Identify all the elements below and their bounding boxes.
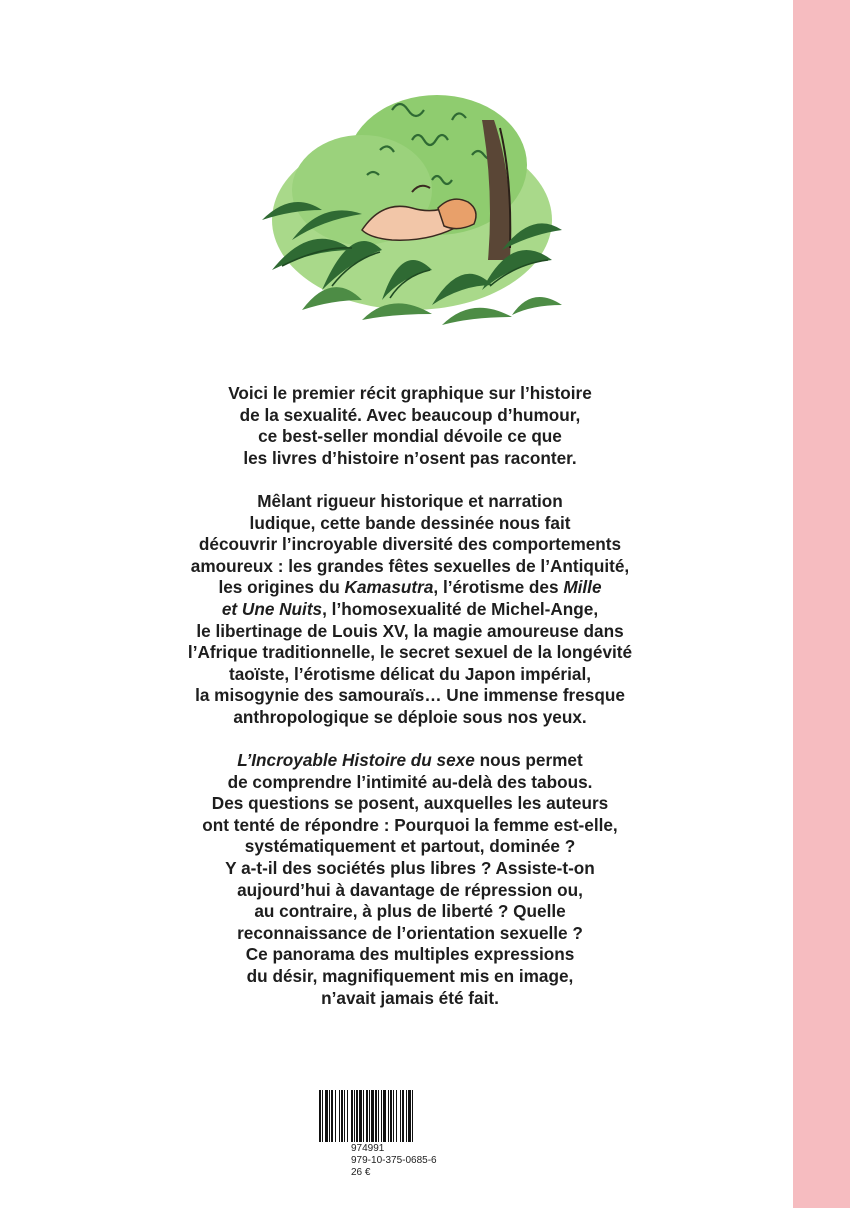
blurb-line: de comprendre l’intimité au-delà des tabous. [227,771,593,792]
barcode-bar [325,1090,328,1142]
barcode-bar [383,1090,386,1142]
barcode-block [319,1090,443,1179]
barcode-bar [359,1090,362,1142]
blurb-line: reconnaissance de l’orientation sexuelle ? [237,922,583,943]
blurb-line: n’avait jamais été fait. [321,987,499,1008]
barcode-bar [319,1090,321,1142]
blurb-line [150,599,670,621]
blurb-text: , l’érotisme des [433,577,564,598]
blurb-line: l’Afrique traditionnelle, le secret sexuel de la longévité [187,642,633,663]
blurb-line: la misogynie des samouraïs… Une immense fresque [195,685,625,706]
barcode-bar [329,1090,330,1142]
une-nuits-title: et Une Nuits [221,598,323,619]
blurb-paragraph-1 [150,383,670,469]
blurb-line: du désir, magnifiquement mis en image, [246,966,574,987]
barcode-text [351,1143,443,1179]
blurb-text: , l’homosexualité de Michel-Ange, [322,598,599,619]
blurb-line: anthropologique se déploie sous nos yeux. [233,706,587,727]
blurb-line: Ce panorama des multiples expressions [245,944,575,965]
blurb-line: aujourd’hui à davantage de répression ou, [237,879,583,900]
blurb-line: ce best-seller mondial dévoile ce que [258,426,562,447]
jungle-couple-illustration [262,80,568,340]
barcode-bar [344,1090,345,1142]
barcode-bar [335,1090,336,1142]
kamasutra-title: Kamasutra [344,577,434,598]
blurb-line: les livres d’histoire n’osent pas raconter. [243,447,577,468]
barcode-bar [331,1090,333,1142]
barcode-bar [366,1090,368,1142]
barcode-bar [339,1090,340,1142]
barcode-bar [393,1090,394,1142]
barcode-bar [351,1090,353,1142]
blurb-line: Y a-t-il des sociétés plus libres ? Assiste-t-on [225,858,595,879]
barcode-bar [396,1090,397,1142]
blurb-line [150,577,670,599]
barcode-icon [319,1090,443,1142]
barcode-bar [388,1090,389,1142]
barcode-bar [390,1090,392,1142]
barcode-code: 974991 [351,1143,385,1154]
blurb-paragraph-2 [150,491,670,729]
isbn-number: 979-10-375-0685-6 [351,1155,437,1166]
barcode-bar [354,1090,355,1142]
blurb-line: Des questions se posent, auxquelles les auteurs [211,793,609,814]
barcode-bar [371,1090,374,1142]
blurb-line: découvrir l’incroyable diversité des comportements [198,534,622,555]
blurb-line: taoïste, l’érotisme délicat du Japon impérial, [229,663,591,684]
blurb-line: Voici le premier récit graphique sur l’histoire [228,383,592,403]
barcode-bar [322,1090,323,1142]
barcode-bar [406,1090,407,1142]
blurb-line: de la sexualité. Avec beaucoup d’humour, [239,404,581,425]
blurb-line: ont tenté de répondre : Pourquoi la femme est-elle, [202,814,618,835]
barcode-bar [375,1090,377,1142]
blurb-text: nous permet [474,750,583,771]
blurb-paragraph-3 [150,750,670,1009]
blurb-line: amoureux : les grandes fêtes sexuelles de l’Antiquité, [190,555,630,576]
barcode-bar [369,1090,370,1142]
blurb-line: le libertinage de Louis XV, la magie amoureuse dans [196,620,624,641]
barcode-bar [408,1090,411,1142]
barcode-bar [356,1090,358,1142]
barcode-bar [381,1090,382,1142]
barcode-bar [363,1090,364,1142]
barcode-bar [378,1090,379,1142]
blurb-line: au contraire, à plus de liberté ? Quelle [254,901,566,922]
blurb-line: ludique, cette bande dessinée nous fait [249,512,571,533]
blurb-line: Mêlant rigueur historique et narration [257,490,563,511]
mille-title: Mille [563,577,602,598]
book-title: L’Incroyable Histoire du sexe [237,750,475,771]
barcode-bar [402,1090,404,1142]
price: 26 € [351,1167,371,1178]
blurb-line: systématiquement et partout, dominée ? [244,836,576,857]
barcode-bar [347,1090,348,1142]
barcode-bar [412,1090,413,1142]
barcode-bar [341,1090,343,1142]
back-cover-blurb [150,383,670,1031]
blurb-line [150,750,670,772]
spine-strip [793,0,850,1208]
barcode-bar [400,1090,401,1142]
blurb-text: les origines du [218,577,345,598]
